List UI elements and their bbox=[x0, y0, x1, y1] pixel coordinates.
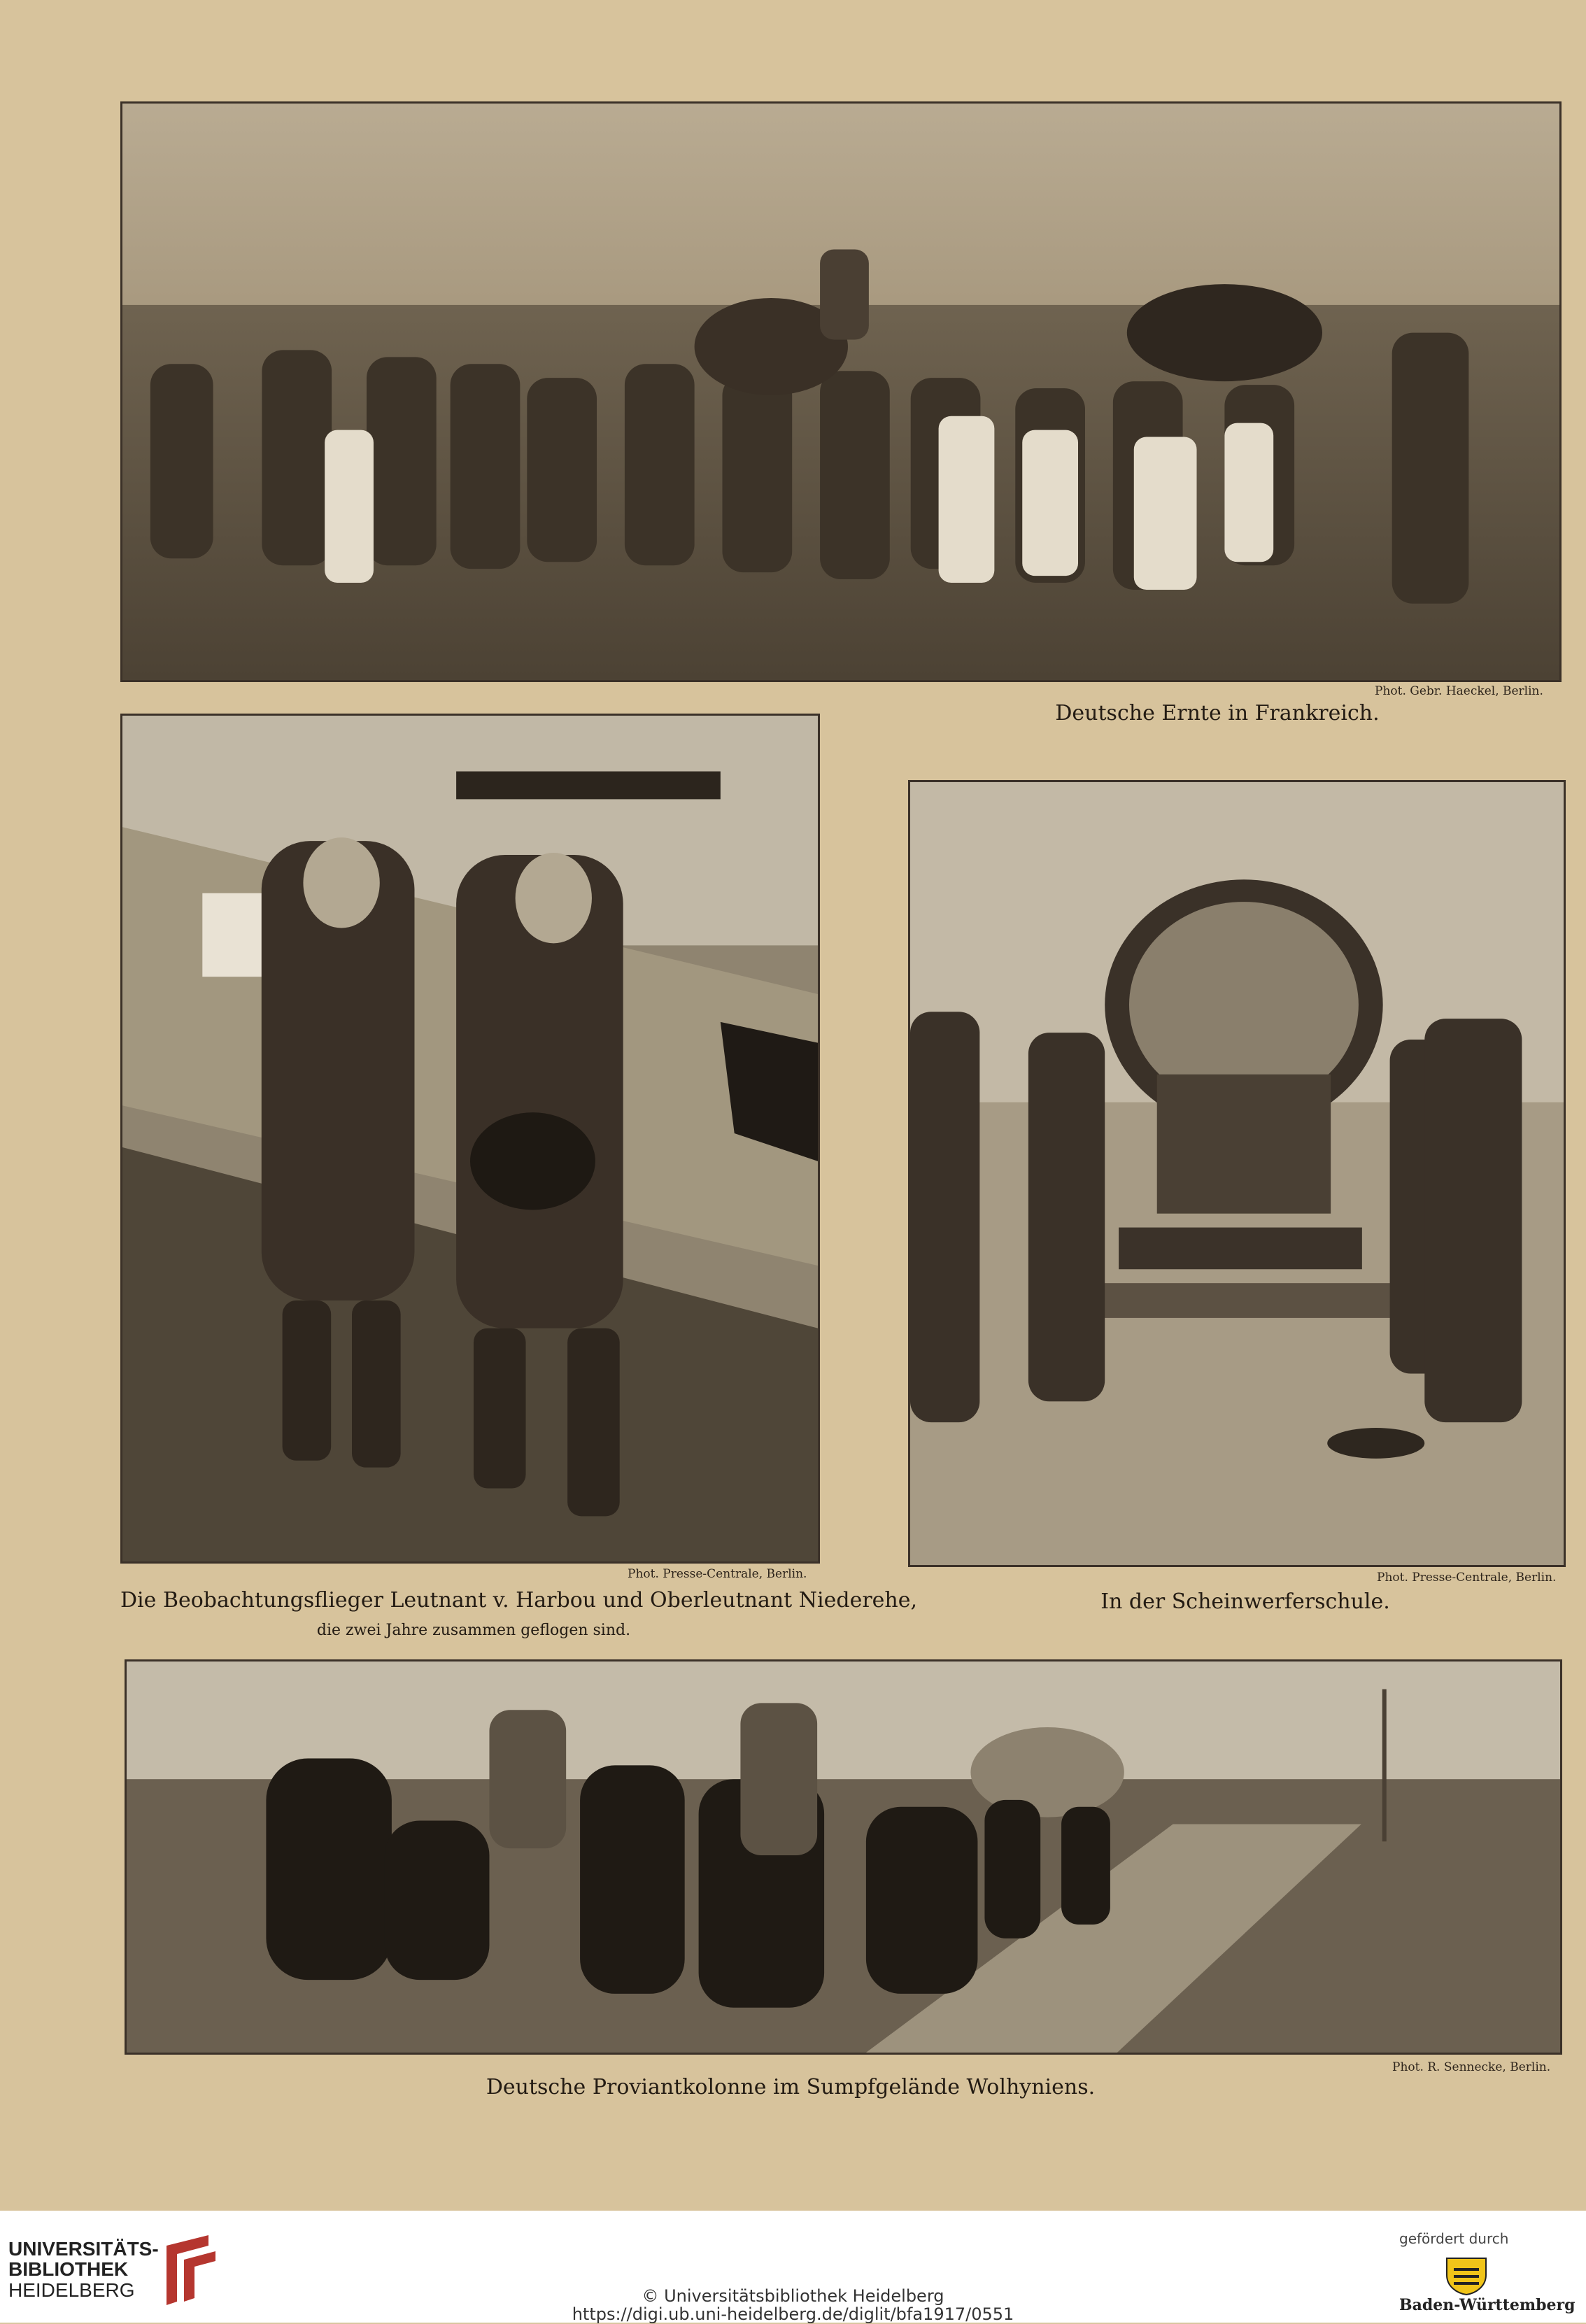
photo-credit: Phot. R. Sennecke, Berlin. bbox=[1392, 2060, 1551, 2074]
photo-caption: Deutsche Proviantkolonne im Sumpfgelände Wolhyniens. bbox=[486, 2075, 1096, 2099]
funded-by-label: gefördert durch bbox=[1399, 2230, 1509, 2247]
funder-name: Baden-Württemberg bbox=[1399, 2296, 1576, 2314]
library-name-line1: UNIVERSITÄTS- bbox=[8, 2238, 159, 2260]
photo-subcaption: die zwei Jahre zusammen geflogen sind. bbox=[316, 1622, 631, 1639]
photo-caption: In der Scheinwerferschule. bbox=[1100, 1589, 1390, 1614]
copyright-line: © Universitätsbibliothek Heidelberg bbox=[642, 2286, 944, 2306]
aviators-image bbox=[122, 716, 818, 1561]
photo-caption: Die Beobachtungsflieger Leutnant v. Harbou und Oberleutnant Niederehe, bbox=[120, 1588, 918, 1613]
permalink-url[interactable]: https://digi.ub.uni-heidelberg.de/diglit/bfa1917/0551 bbox=[572, 2304, 1014, 2324]
photo-caption: Deutsche Ernte in Frankreich. bbox=[1055, 701, 1380, 725]
library-name-line3: HEIDELBERG bbox=[8, 2279, 135, 2301]
photo-searchlight bbox=[908, 780, 1566, 1567]
photo-credit: Phot. Presse-Centrale, Berlin. bbox=[628, 1567, 807, 1581]
library-name-line2: BIBLIOTHEK bbox=[8, 2258, 129, 2281]
photo-supply-column bbox=[125, 1659, 1562, 2055]
photo-harvest bbox=[120, 101, 1562, 682]
supply-column-image bbox=[127, 1661, 1560, 2053]
footer-bar bbox=[0, 2211, 1586, 2323]
searchlight-image bbox=[910, 782, 1564, 1565]
harvest-image bbox=[122, 104, 1559, 680]
photo-aviators bbox=[120, 714, 820, 1564]
photo-credit: Phot. Presse-Centrale, Berlin. bbox=[1377, 1571, 1557, 1585]
photo-credit: Phot. Gebr. Haeckel, Berlin. bbox=[1375, 684, 1543, 698]
